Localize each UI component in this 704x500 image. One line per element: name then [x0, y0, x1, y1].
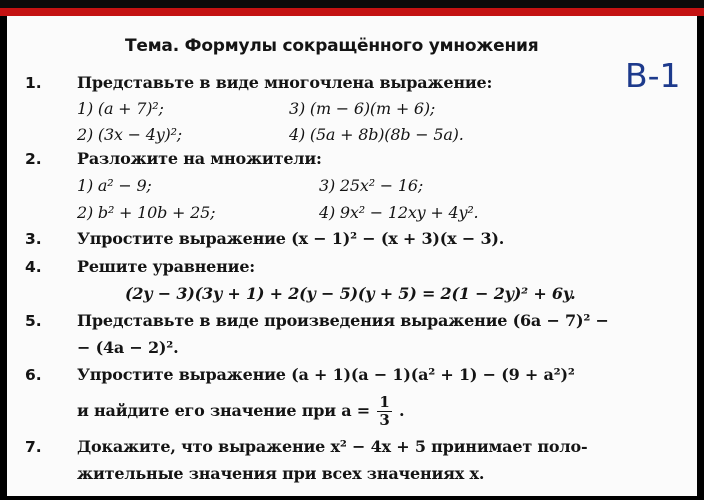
task-5-line-2: − (4a − 2)². — [77, 338, 179, 357]
top-red-bar — [0, 8, 704, 16]
task-7-line-2: жительные значения при всех значениях x. — [77, 464, 485, 483]
task-6-line-2-end: . — [399, 401, 405, 420]
task-6-line-1: Упростите выражение (a + 1)(a − 1)(a² + 1) − (9 + a²)² — [77, 365, 575, 384]
task-2-item-2: 2) b² + 10b + 25; — [77, 203, 216, 222]
task-2-item-3: 3) 25x² − 16; — [319, 176, 424, 195]
task-2-item-1: 1) a² − 9; — [77, 176, 152, 195]
top-dark-bar — [0, 0, 704, 8]
task-4-text: Решите уравнение: — [77, 257, 256, 276]
task-7-line-1: Докажите, что выражение x² − 4x + 5 принимает поло- — [77, 437, 588, 456]
task-1-number: 1. — [25, 74, 42, 92]
task-6-line-2-wrap — [77, 394, 404, 429]
task-6-fraction — [377, 394, 391, 429]
worksheet-title: Тема. Формулы сокращённого умножения — [125, 36, 539, 56]
task-2-item-4: 4) 9x² − 12xy + 4y². — [319, 203, 479, 222]
worksheet — [7, 16, 697, 496]
fraction-numerator: 1 — [379, 393, 390, 411]
fraction-denominator: 3 — [379, 411, 390, 429]
task-6-line-2: и найдите его значение при a = — [77, 401, 370, 420]
task-1-text: Представьте в виде многочлена выражение: — [77, 73, 493, 92]
task-1-item-4: 4) (5a + 8b)(8b − 5a). — [289, 125, 464, 144]
task-5-line-1: Представьте в виде произведения выражение (6a − 7)² − — [77, 311, 609, 330]
task-1-item-1: 1) (a + 7)²; — [77, 99, 164, 118]
task-2-text: Разложите на множители: — [77, 149, 322, 168]
task-5-number: 5. — [25, 312, 42, 330]
task-1-item-3: 3) (m − 6)(m + 6); — [289, 99, 436, 118]
task-4-equation: (2y − 3)(3y + 1) + 2(y − 5)(y + 5) = 2(1 − 2y)² + 6y. — [125, 284, 576, 303]
task-2-number: 2. — [25, 150, 42, 168]
task-6-number: 6. — [25, 366, 42, 384]
task-1-item-2: 2) (3x − 4y)²; — [77, 125, 182, 144]
task-3-text: Упростите выражение (x − 1)² − (x + 3)(x − 3). — [77, 229, 505, 248]
task-4-number: 4. — [25, 258, 42, 276]
task-7-number: 7. — [25, 438, 42, 456]
variant-label: В-1 — [625, 56, 681, 95]
task-3-number: 3. — [25, 230, 42, 248]
